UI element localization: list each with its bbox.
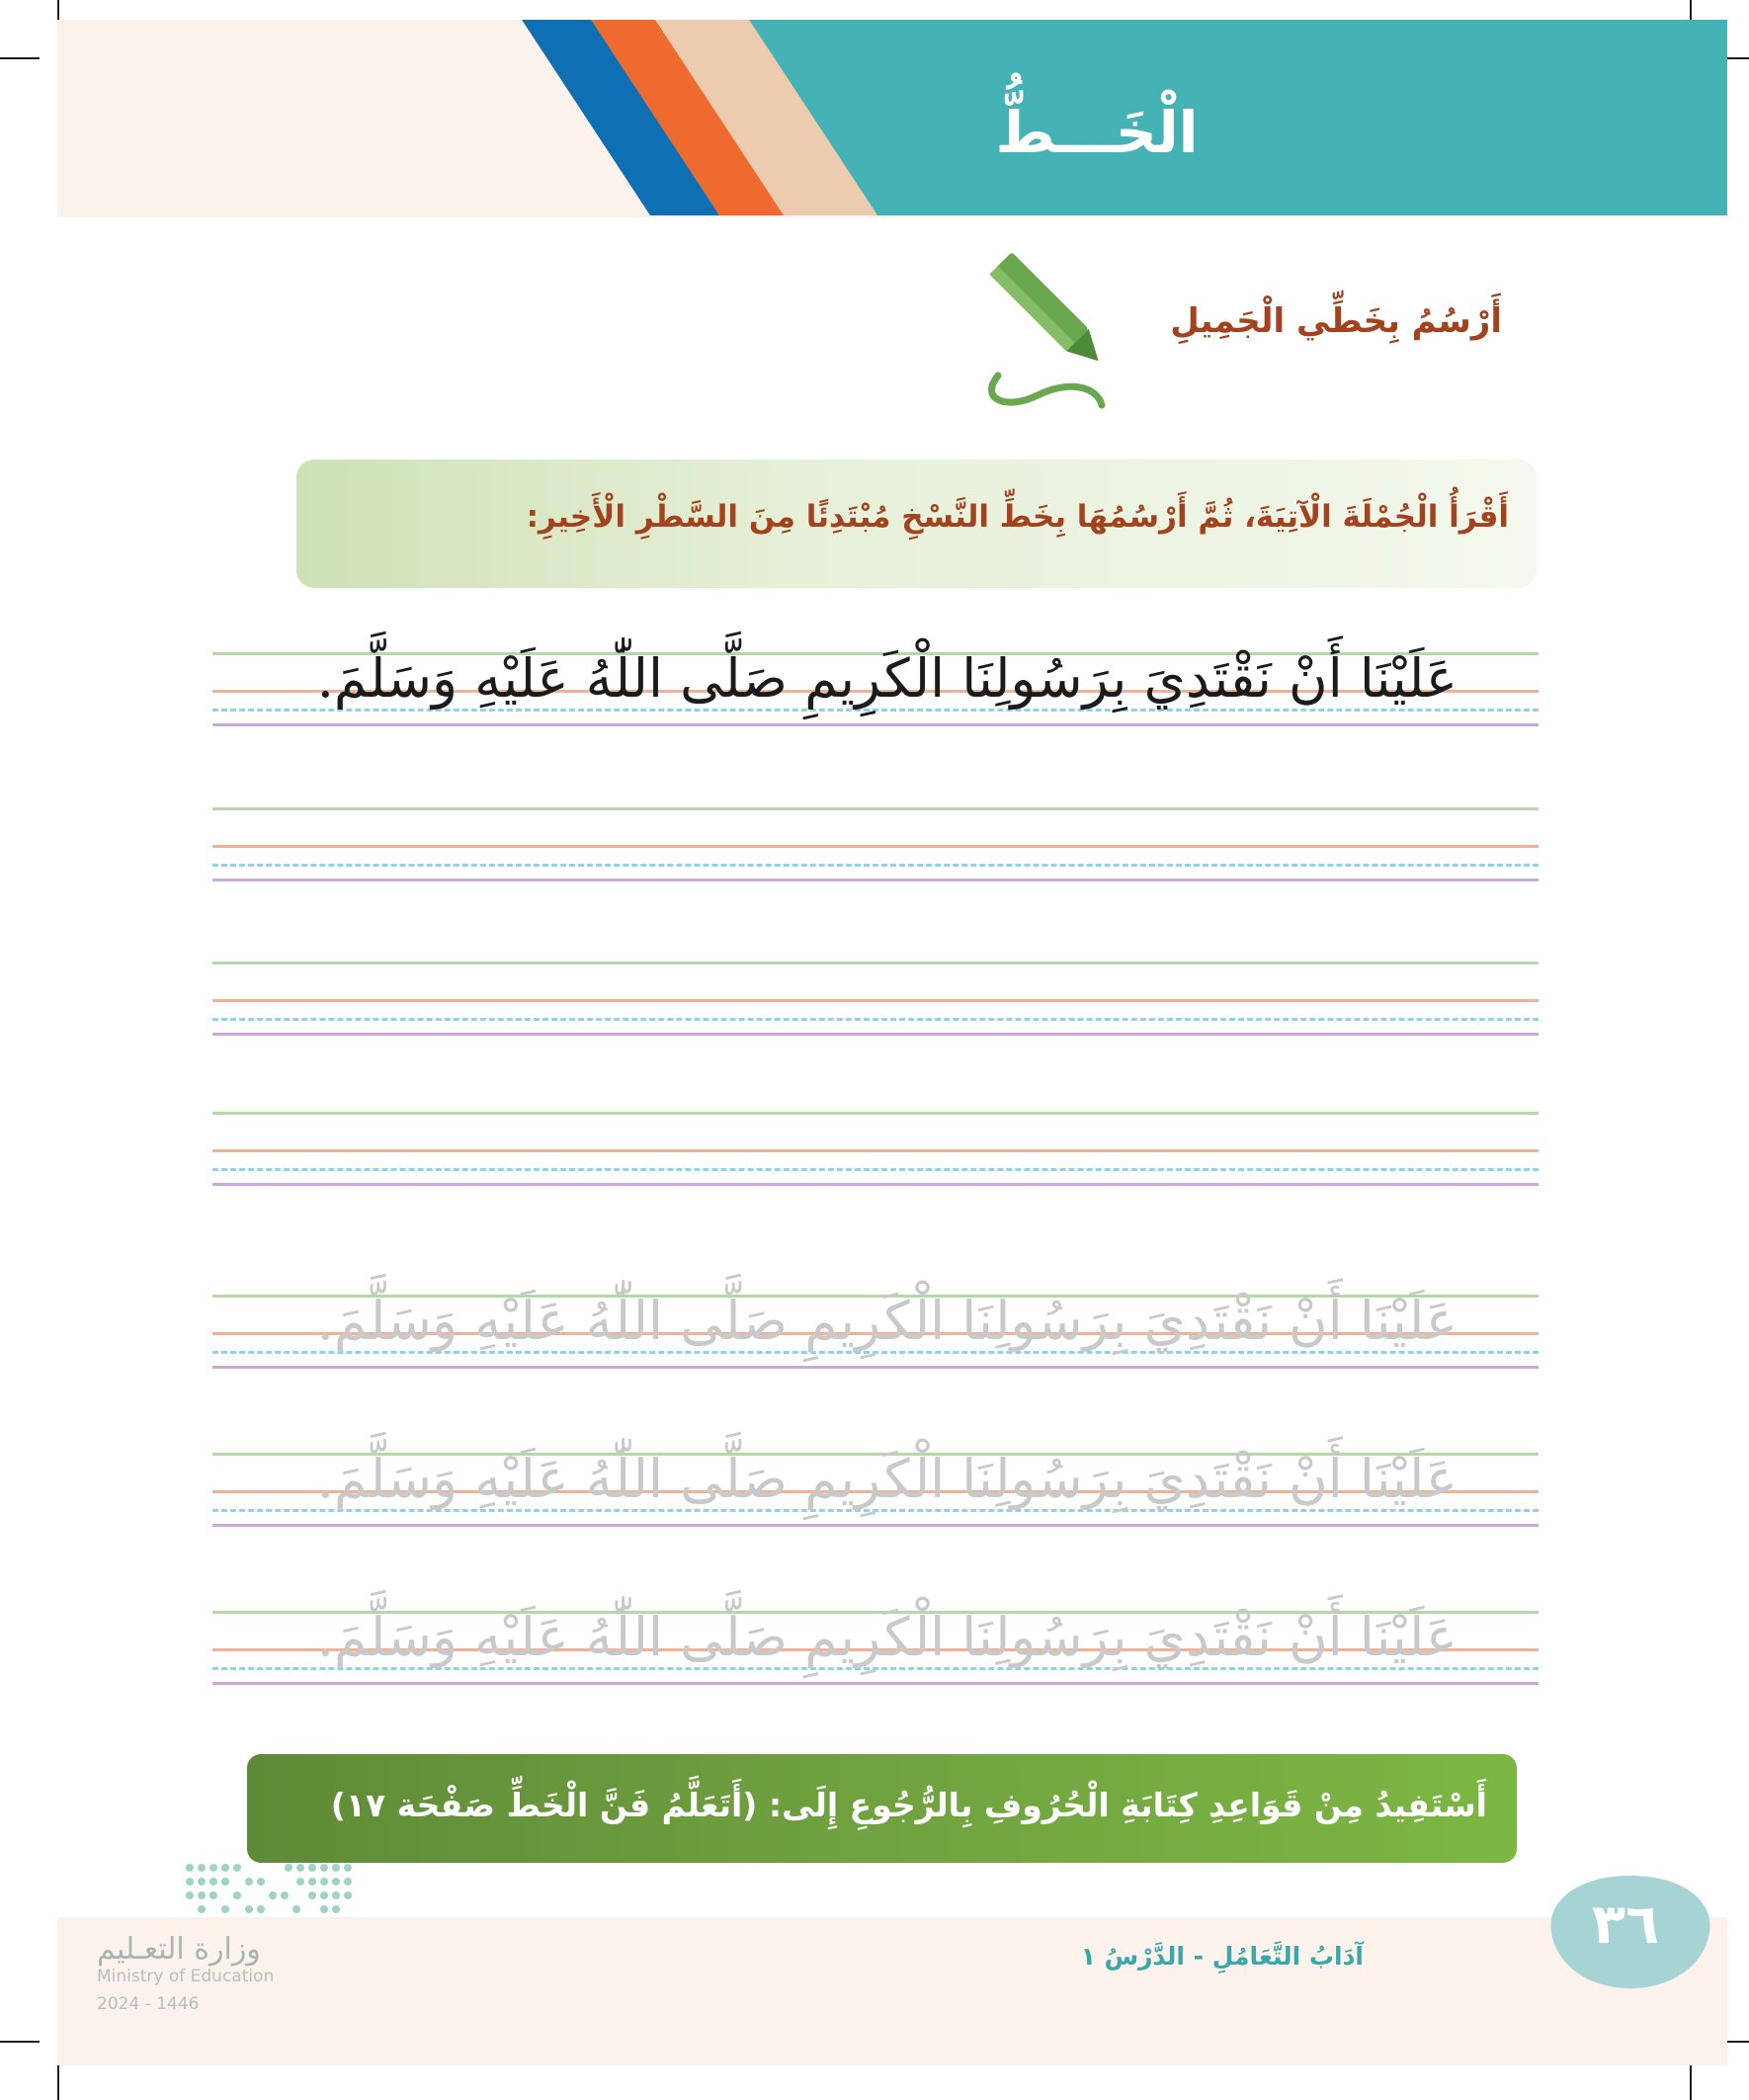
crop-mark — [0, 57, 40, 59]
edition-year: 2024 - 1446 — [97, 1994, 200, 2014]
pencil-icon — [978, 237, 1126, 410]
instruction-box — [296, 460, 1537, 588]
crop-mark — [1690, 2060, 1692, 2100]
tip-text: أَسْتَفِيدُ مِنْ قَوَاعِدِ كِتَابَةِ الْحُرُوفِ بِالرُّجُوعِ إِلَى: (أَتَعَلَّمُ فَنَّ الْخَطِّ صَفْحَة ١٧) — [330, 1786, 1487, 1824]
tip-box — [247, 1754, 1517, 1863]
trace-sentence-2: عَلَيْنَا أَنْ نَقْتَدِيَ بِرَسُولِنَا الْكَرِيمِ صَلَّى اللّٰهُ عَلَيْهِ وَسَلَّمَ. — [316, 1448, 1458, 1510]
crop-mark — [0, 2041, 40, 2043]
ministry-name-ar: وزارة التعـليم — [97, 1932, 261, 1967]
model-sentence: عَلَيْنَا أَنْ نَقْتَدِيَ بِرَسُولِنَا الْكَرِيمِ صَلَّى اللّٰهُ عَلَيْهِ وَسَلَّمَ. — [316, 647, 1458, 710]
crop-mark — [57, 2060, 59, 2100]
page-number: ٣٦ — [1591, 1892, 1660, 1957]
footer-band — [57, 1922, 1727, 2046]
footer-caption: آدَابُ التَّعَامُلِ - الدَّرْسُ ١ — [1080, 1942, 1364, 1971]
ministry-logo-icon — [180, 1858, 358, 1917]
trace-sentence-1: عَلَيْنَا أَنْ نَقْتَدِيَ بِرَسُولِنَا الْكَرِيمِ صَلَّى اللّٰهُ عَلَيْهِ وَسَلَّمَ. — [316, 1290, 1458, 1352]
trace-sentence-3: عَلَيْنَا أَنْ نَقْتَدِيَ بِرَسُولِنَا الْكَرِيمِ صَلَّى اللّٰهُ عَلَيْهِ وَسَلَّمَ. — [316, 1606, 1458, 1668]
writing-line[interactable] — [212, 1112, 1539, 1191]
writing-line[interactable] — [212, 807, 1539, 886]
section-heading: أَرْسُمُ بِخَطِّي الْجَمِيلِ — [1170, 301, 1502, 341]
ministry-name-en: Ministry of Education — [97, 1967, 275, 1986]
writing-line[interactable] — [212, 962, 1539, 1041]
page-title: الْخَـــطُّ — [995, 99, 1199, 166]
instruction-text: أَقْرَأُ الْجُمْلَةَ الْآتِيَةَ، ثُمَّ أَرْسُمُهَا بِخَطِّ النَّسْخِ مُبْتَدِئًا مِنَ السَّطْرِ الْأَخِيرِ: — [526, 499, 1509, 535]
